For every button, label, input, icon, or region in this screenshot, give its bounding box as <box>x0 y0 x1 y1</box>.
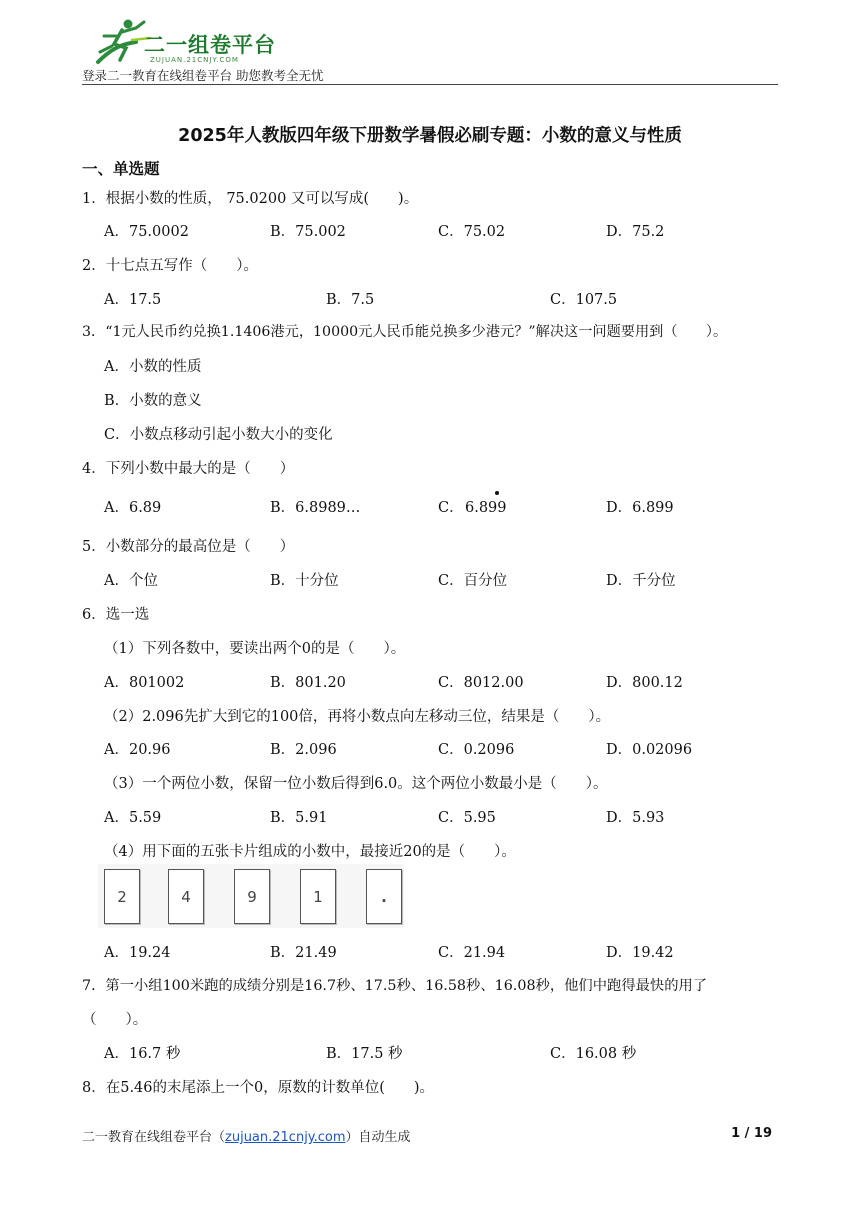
question-1-option-d: D．75.2 <box>606 224 665 240</box>
question-6-4-option-b: B．21.49 <box>270 945 337 961</box>
question-6-4-stem: （4）用下面的五张卡片组成的小数中，最接近20的是（ ）。 <box>104 844 516 860</box>
question-5-option-c: C．百分位 <box>438 573 508 589</box>
question-6-2-option-d: D．0.02096 <box>606 742 693 758</box>
question-5-option-a: A．个位 <box>104 573 158 589</box>
logo-subtext: ZUJUAN.21CNJY.COM <box>150 56 239 64</box>
question-6-stem: 6．选一选 <box>82 607 150 623</box>
question-6-2-option-a: A．20.96 <box>104 742 171 758</box>
repeating-decimal-dot <box>495 491 499 495</box>
number-card: 9 <box>234 869 270 924</box>
question-2-option-c: C．107.5 <box>550 292 618 308</box>
footer-prefix: 二一教育在线组卷平台（ <box>82 1130 226 1145</box>
question-1-option-a: A．75.0002 <box>104 224 189 240</box>
question-6-3-option-c: C．5.95 <box>438 810 496 826</box>
question-6-3-stem: （3）一个两位小数，保留一位小数后得到6.0。这个两位小数最小是（ ）。 <box>104 776 608 792</box>
question-7-stem: 7．第一小组100米跑的成绩分别是16.7秒、17.5秒、16.58秒、16.08秒，他们中跑得最快的用了 <box>82 978 708 994</box>
header-divider <box>82 84 778 85</box>
question-6-1-stem: （1）下列各数中，要读出两个0的是（ ）。 <box>104 641 406 657</box>
question-4-option-c-value: 6.899 <box>465 500 507 516</box>
question-6-3-option-a: A．5.59 <box>104 810 162 826</box>
question-5-option-b: B．十分位 <box>270 573 339 589</box>
question-6-4-option-a: A．19.24 <box>104 945 171 961</box>
question-4-option-d: D．6.899 <box>606 500 674 516</box>
question-7-option-b: B．17.5 秒 <box>326 1046 403 1062</box>
question-6-2-option-b: B．2.096 <box>270 742 337 758</box>
question-7-option-a: A．16.7 秒 <box>104 1046 181 1062</box>
question-6-3-option-d: D．5.93 <box>606 810 665 826</box>
question-3-option-b: B．小数的意义 <box>104 393 202 409</box>
page-title: 2025年人教版四年级下册数学暑假必刷专题：小数的意义与性质 <box>178 126 682 146</box>
question-3-option-c: C．小数点移动引起小数大小的变化 <box>104 427 333 443</box>
question-6-4-option-d: D．19.42 <box>606 945 674 961</box>
question-2-option-a: A．17.5 <box>104 292 162 308</box>
question-8-stem: 8．在5.46的末尾添上一个0，原数的计数单位( )。 <box>82 1080 435 1096</box>
footer-link[interactable]: zujuan.21cnjy.com <box>225 1130 346 1145</box>
number-card: 2 <box>104 869 140 924</box>
question-6-1-option-d: D．800.12 <box>606 675 683 691</box>
question-4-option-a: A．6.89 <box>104 500 162 516</box>
question-5-option-d: D．千分位 <box>606 573 676 589</box>
question-6-1-option-c: C．8012.00 <box>438 675 524 691</box>
footer-source <box>82 1126 411 1145</box>
question-3-stem: 3．“1元人民币约兑换1.1406港元，10000元人民币能兑换多少港元？”解决这一问题要用到（ ）。 <box>82 324 728 340</box>
number-card: 1 <box>300 869 336 924</box>
number-card: 4 <box>168 869 204 924</box>
page-number: 1 / 19 <box>731 1126 772 1141</box>
header-tagline: 登录二一教育在线组卷平台 助您教考全无忧 <box>82 68 324 83</box>
question-4-option-c-label: C． <box>438 500 464 516</box>
question-1-option-b: B．75.002 <box>270 224 346 240</box>
question-5-stem: 5．小数部分的最高位是（ ） <box>82 539 295 555</box>
decimal-point-card: . <box>366 869 402 924</box>
question-6-2-option-c: C．0.2096 <box>438 742 515 758</box>
question-6-4-option-c: C．21.94 <box>438 945 506 961</box>
question-6-3-option-b: B．5.91 <box>270 810 328 826</box>
question-2-stem: 2．十七点五写作（ ）。 <box>82 258 258 274</box>
footer-suffix: ）自动生成 <box>345 1130 411 1145</box>
question-3-option-a: A．小数的性质 <box>104 359 202 375</box>
question-7-stem-continued: （ ）。 <box>82 1012 148 1028</box>
question-4-stem: 4．下列小数中最大的是（ ） <box>82 461 295 477</box>
question-2-option-b: B．7.5 <box>326 292 375 308</box>
section-heading: 一、单选题 <box>82 160 160 178</box>
question-6-1-option-b: B．801.20 <box>270 675 346 691</box>
question-1-stem: 1．根据小数的性质， 75.0200 又可以写成( )。 <box>82 191 419 207</box>
question-1-option-c: C．75.02 <box>438 224 506 240</box>
question-6-1-option-a: A．801002 <box>104 675 185 691</box>
question-6-2-stem: （2）2.096先扩大到它的100倍，再将小数点向左移动三位，结果是（ ）。 <box>104 709 611 725</box>
question-4-option-b: B．6.8989… <box>270 500 361 516</box>
question-7-option-c: C．16.08 秒 <box>550 1046 637 1062</box>
logo-wordmark: 二一组卷平台 <box>144 33 276 57</box>
